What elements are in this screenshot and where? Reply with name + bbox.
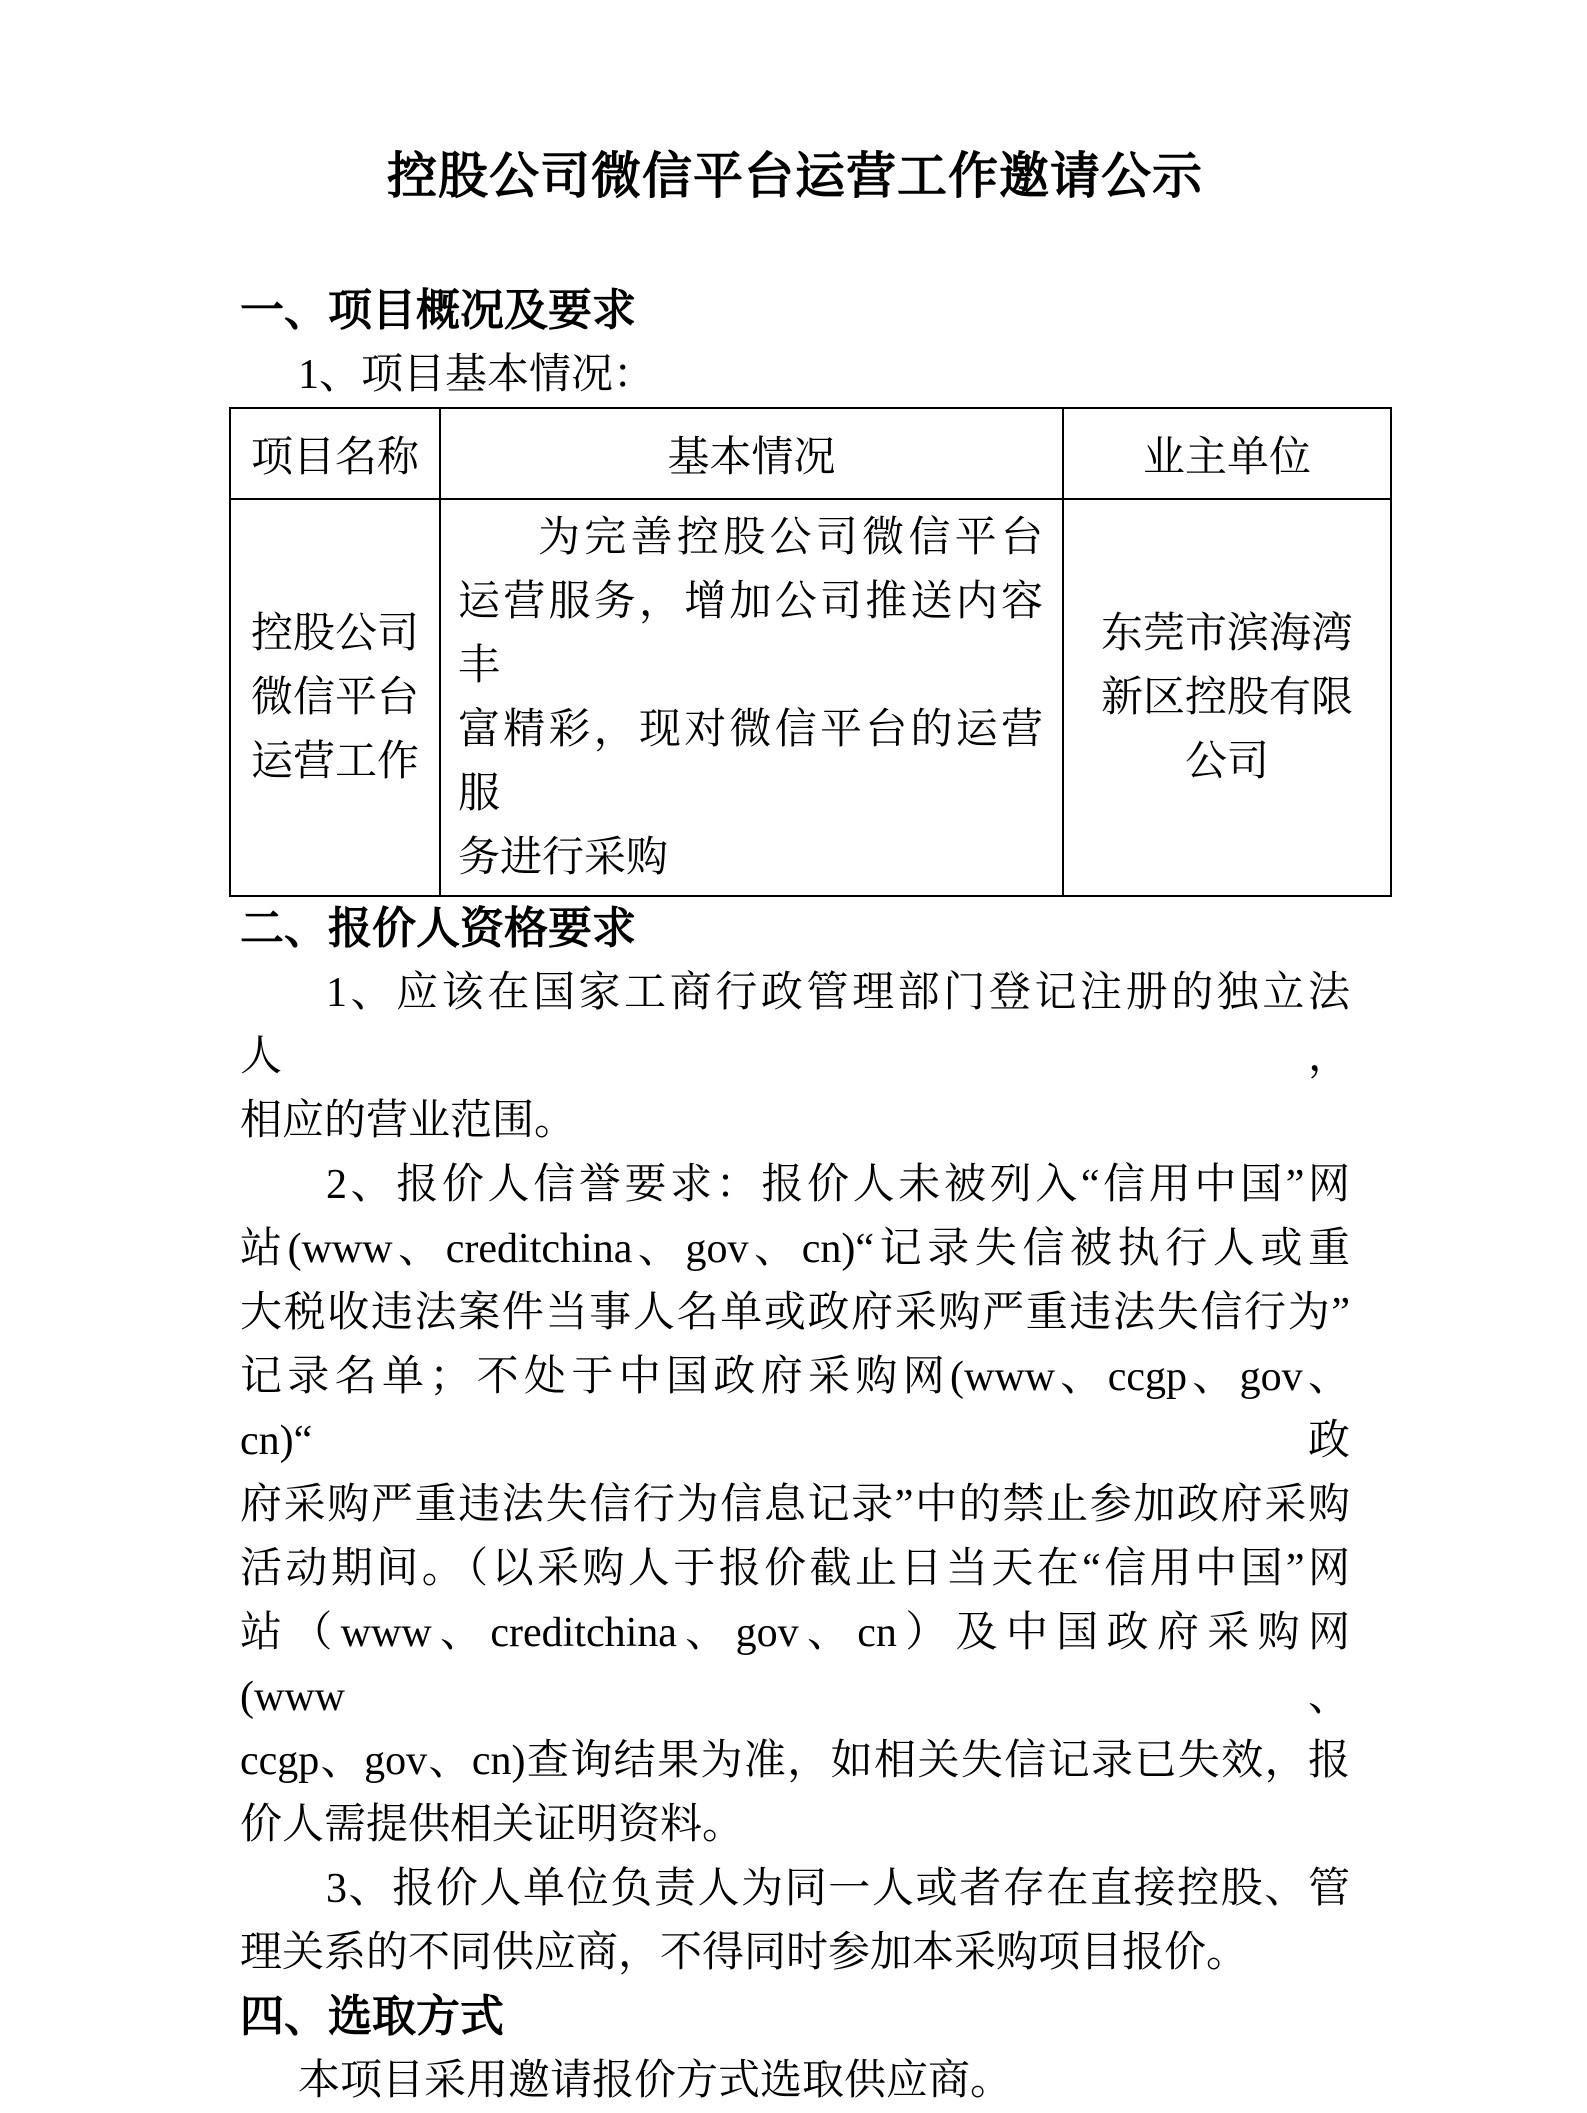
cell-project-name (230, 499, 440, 896)
paragraph-line: 活动期间。（以采购人于报价截止日当天在“信用中国”网 (240, 1546, 1350, 1592)
basic-info-line: 务进行采购 (458, 834, 669, 881)
owner-unit-line: 公司 (1184, 738, 1269, 785)
project-name-line: 控股公司 (250, 610, 419, 657)
paragraph-line: 站（www、creditchina、gov、cn）及中国政府采购网(www、 (240, 1610, 1350, 1720)
paragraph-line: 1、应该在国家工商行政管理部门登记注册的独立法人， (240, 970, 1350, 1080)
paragraph-line: ccgp、gov、cn)查询结果为准，如相关失信记录已失效，报 (240, 1738, 1350, 1784)
qualification-paragraph-3 (240, 1857, 1350, 1985)
table-header-owner-unit: 业主单位 (1063, 408, 1391, 499)
paragraph-line: 相应的营业范围。 (240, 1098, 577, 1144)
basic-info-line: 为完善控股公司微信平台 (538, 514, 1043, 561)
table-header-row (230, 408, 1391, 499)
paragraph-line: 站(www、creditchina、gov、cn)“记录失信被执行人或重 (240, 1226, 1350, 1272)
cell-owner-unit (1063, 499, 1391, 896)
paragraph-line: 理关系的不同供应商，不得同时参加本采购项目报价。 (240, 1930, 1249, 1976)
basic-info-line: 富精彩，现对微信平台的运营服 (458, 706, 1043, 817)
subsection-heading-basic-info: 1、项目基本情况： (298, 352, 656, 398)
paragraph-line: 记录名单；不处于中国政府采购网(www、ccgp、gov、cn)“政 (240, 1354, 1350, 1464)
section-heading-qualification: 二、报价人资格要求 (240, 904, 636, 953)
paragraph-line: 价人需提供相关证明资料。 (240, 1802, 745, 1848)
qualification-paragraph-1 (240, 961, 1350, 1153)
basic-info-line: 运营服务，增加公司推送内容丰 (458, 578, 1043, 689)
document-title: 控股公司微信平台运营工作邀请公示 (387, 148, 1203, 204)
owner-unit-line: 东莞市滨海湾 (1100, 610, 1353, 657)
table-row (230, 499, 1391, 896)
paragraph-line: 2、报价人信誉要求：报价人未被列入“信用中国”网 (326, 1162, 1350, 1208)
paragraph-line: 大税收违法案件当事人名单或政府采购严重违法失信行为” (240, 1290, 1350, 1336)
project-info-table (229, 407, 1392, 897)
owner-unit-line: 新区控股有限 (1100, 674, 1353, 721)
table-header-project-name: 项目名称 (230, 408, 440, 499)
qualification-paragraph-2 (240, 1153, 1350, 1857)
table-header-basic-info: 基本情况 (440, 408, 1063, 499)
project-name-line: 微信平台 (250, 674, 419, 721)
section-heading-selection: 四、选取方式 (240, 1992, 504, 2041)
paragraph-line: 3、报价人单位负责人为同一人或者存在直接控股、管 (326, 1866, 1350, 1912)
cell-basic-info (440, 499, 1063, 896)
project-name-line: 运营工作 (250, 738, 419, 785)
section-heading-overview: 一、项目概况及要求 (240, 286, 636, 335)
paragraph-line: 府采购严重违法失信行为信息记录”中的禁止参加政府采购 (240, 1482, 1350, 1528)
selection-paragraph-line: 本项目采用邀请报价方式选取供应商。 (298, 2058, 1013, 2104)
